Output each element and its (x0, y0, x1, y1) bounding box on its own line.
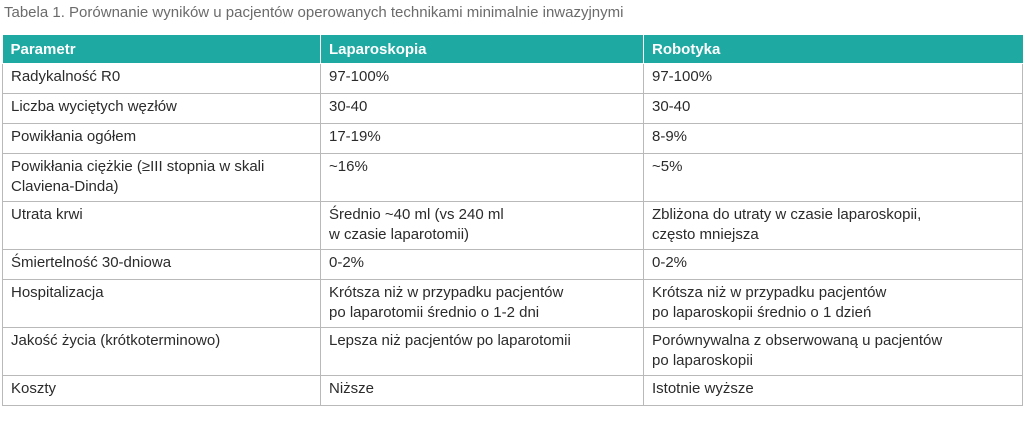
laparoscopy-cell: 0-2% (321, 250, 644, 280)
table-row (3, 250, 1023, 280)
table-row (3, 202, 1023, 250)
parameter-cell: Utrata krwi (3, 202, 321, 250)
laparoscopy-cell: 30-40 (321, 94, 644, 124)
laparoscopy-cell: Niższe (321, 376, 644, 406)
table-row (3, 376, 1023, 406)
laparoscopy-cell: Krótsza niż w przypadku pacjentów po laparotomii średnio o 1-2 dni (321, 280, 644, 328)
column-header-laparoscopy: Laparoskopia (321, 35, 644, 64)
laparoscopy-cell: Średnio ~40 ml (vs 240 ml w czasie laparotomii) (321, 202, 644, 250)
table-row (3, 94, 1023, 124)
parameter-cell: Powikłania ciężkie (≥III stopnia w skali Claviena-Dinda) (3, 154, 321, 202)
parameter-cell: Liczba wyciętych węzłów (3, 94, 321, 124)
robotics-cell: 8-9% (644, 124, 1023, 154)
table-caption: Tabela 1. Porównanie wyników u pacjentów operowanych technikami minimalnie inwazyjnymi (4, 4, 624, 21)
column-header-parameter: Parametr (3, 35, 321, 64)
robotics-cell: Istotnie wyższe (644, 376, 1023, 406)
laparoscopy-cell: Lepsza niż pacjentów po laparotomii (321, 328, 644, 376)
table-body (3, 64, 1023, 406)
robotics-cell: Zbliżona do utraty w czasie laparoskopii, często mniejsza (644, 202, 1023, 250)
header-row (3, 35, 1023, 64)
table-row (3, 124, 1023, 154)
laparoscopy-cell: 97-100% (321, 64, 644, 94)
laparoscopy-cell: 17-19% (321, 124, 644, 154)
column-header-robotics: Robotyka (644, 35, 1023, 64)
table-row (3, 64, 1023, 94)
robotics-cell: Krótsza niż w przypadku pacjentów po laparoskopii średnio o 1 dzień (644, 280, 1023, 328)
parameter-cell: Jakość życia (krótkoterminowo) (3, 328, 321, 376)
parameter-cell: Koszty (3, 376, 321, 406)
robotics-cell: ~5% (644, 154, 1023, 202)
comparison-table (2, 35, 1023, 406)
robotics-cell: 30-40 (644, 94, 1023, 124)
robotics-cell: 97-100% (644, 64, 1023, 94)
table-row (3, 154, 1023, 202)
robotics-cell: Porównywalna z obserwowaną u pacjentów po laparoskopii (644, 328, 1023, 376)
table-row (3, 328, 1023, 376)
parameter-cell: Śmiertelność 30-dniowa (3, 250, 321, 280)
parameter-cell: Powikłania ogółem (3, 124, 321, 154)
table-row (3, 280, 1023, 328)
robotics-cell: 0-2% (644, 250, 1023, 280)
parameter-cell: Radykalność R0 (3, 64, 321, 94)
table-header (3, 35, 1023, 64)
parameter-cell: Hospitalizacja (3, 280, 321, 328)
laparoscopy-cell: ~16% (321, 154, 644, 202)
